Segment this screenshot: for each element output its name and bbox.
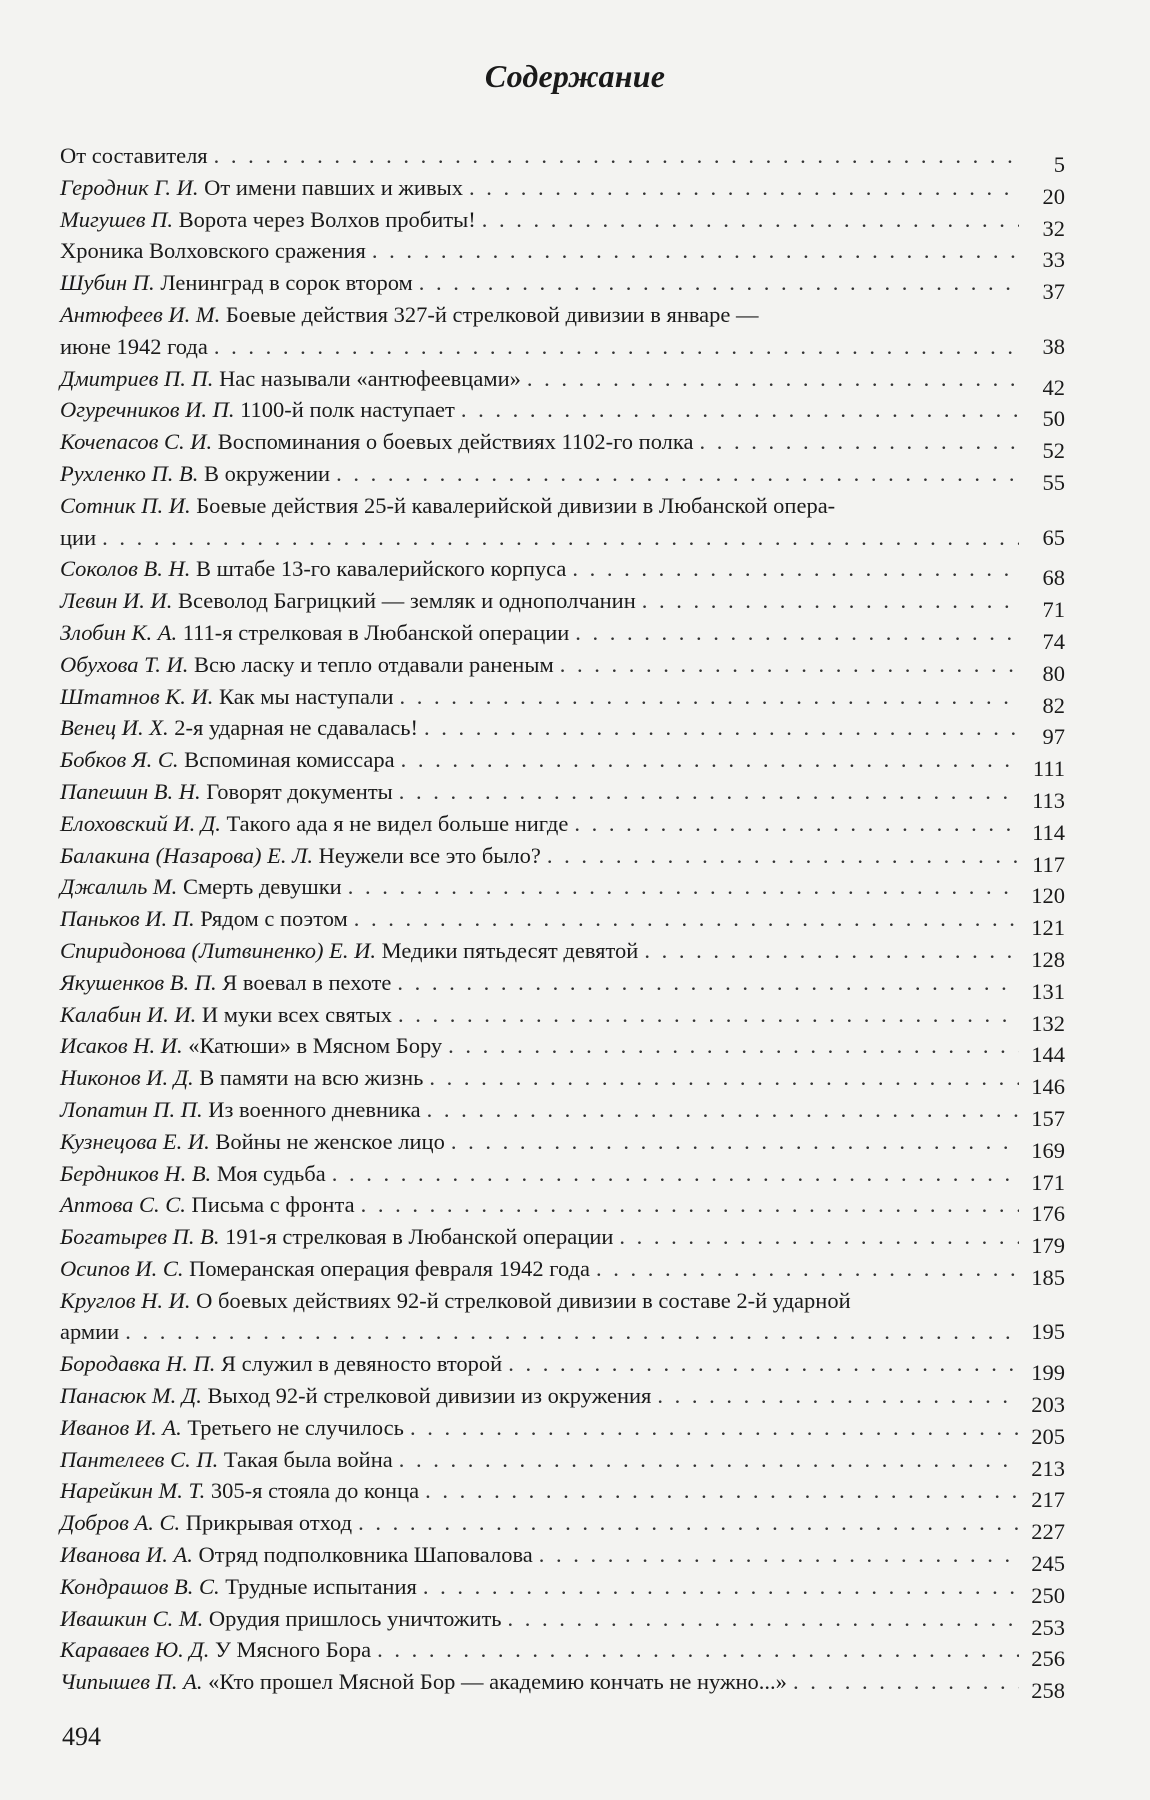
toc-entry-page: 111 (1032, 756, 1065, 782)
toc-entry-page: 97 (1042, 724, 1065, 750)
toc-entry (60, 1158, 1065, 1195)
toc-entry (60, 426, 1065, 464)
toc-entry (60, 299, 1065, 363)
toc-entry-page: 55 (1042, 469, 1065, 495)
toc-entry-author: Пантелеев С. П. (60, 1446, 219, 1472)
toc-entry-author: Никонов И. Д. (60, 1065, 194, 1091)
toc-entry-page: 256 (1031, 1646, 1065, 1672)
toc-entry (60, 458, 1065, 495)
toc-entry-page: 38 (1042, 333, 1065, 359)
toc-entry-title: От имени павших и живых (204, 174, 463, 200)
dot-leader (214, 331, 1019, 363)
dot-leader (424, 712, 1019, 744)
dot-leader (372, 235, 1019, 267)
toc-entry (60, 1062, 1065, 1100)
toc-entry-title: В окружении (203, 460, 331, 486)
toc-entry-title: Орудия пришлось уничтожить (208, 1605, 502, 1631)
toc-entry (60, 776, 1065, 813)
toc-entry-title: Отряд подполковника Шаповалова (198, 1542, 533, 1568)
toc-entry-title-cont: ции (60, 524, 97, 550)
toc-entry-author: Обухова Т. И. (60, 651, 189, 677)
toc-entry-author: Добров А. С. (60, 1510, 181, 1536)
toc-entry (60, 712, 1065, 750)
dot-leader (572, 553, 1019, 585)
toc-entry (60, 1539, 1065, 1577)
toc-entry-author: Иванова И. А. (60, 1542, 193, 1568)
toc-entry (60, 681, 1065, 718)
toc-entry (60, 649, 1065, 686)
toc-entry-author: Бобков Я. С. (60, 747, 179, 773)
toc-entry-author: Бердников Н. В. (60, 1160, 212, 1186)
toc-entry-page: 199 (1031, 1360, 1065, 1386)
dot-leader (425, 1475, 1019, 1507)
toc-entry-title: Трудные испытания (225, 1573, 417, 1599)
dot-leader (423, 1571, 1019, 1603)
toc-entry-author: Штатнов К. И. (60, 683, 214, 709)
toc-entry-page: 68 (1042, 565, 1065, 591)
dot-leader (508, 1603, 1019, 1635)
toc-entry-title: Такая была война (223, 1446, 393, 1472)
toc-entry-title: Боевые действия 327-й стрелковой дивизии в январе — (225, 301, 759, 327)
dot-leader (377, 1634, 1019, 1666)
dot-leader (575, 617, 1019, 649)
toc-entry (60, 172, 1065, 209)
toc-entry-author: Огуречников И. П. (60, 397, 235, 423)
dot-leader (399, 1444, 1019, 1476)
toc-entry (60, 1285, 1065, 1349)
toc-entry-title: Смерть девушки (182, 874, 342, 900)
toc-entry-page: 146 (1031, 1074, 1065, 1100)
dot-leader (419, 267, 1019, 299)
dot-leader (539, 1539, 1019, 1571)
dot-leader (699, 426, 1019, 458)
dot-leader (451, 1126, 1019, 1158)
toc-entry-page: 227 (1031, 1519, 1065, 1545)
toc-entry-author: Спиридонова (Литвиненко) Е. И. (60, 937, 376, 963)
toc-entry (60, 871, 1065, 909)
toc-entry-title: Ворота через Волхов пробиты! (178, 206, 476, 232)
dot-leader (793, 1666, 1019, 1698)
toc-entry-author: Панасюк М. Д. (60, 1383, 202, 1409)
toc-entry-title: 1100-й полк наступает (240, 397, 455, 423)
toc-entry-page: 120 (1031, 883, 1065, 909)
toc-entry-author: Караваев Ю. Д. (60, 1637, 210, 1663)
toc-entry (60, 1030, 1065, 1068)
toc-entry-page: 132 (1031, 1010, 1065, 1036)
dot-leader (125, 1316, 1019, 1348)
table-of-contents (60, 140, 1065, 1704)
toc-entry-author: Папешин В. Н. (60, 778, 201, 804)
toc-entry (60, 1666, 1065, 1704)
toc-entry-page: 131 (1031, 978, 1065, 1004)
toc-entry-page: 169 (1031, 1137, 1065, 1163)
toc-entry-page: 114 (1032, 819, 1065, 845)
toc-entry-page: 144 (1031, 1042, 1065, 1068)
toc-entry (60, 1094, 1065, 1131)
toc-entry-page: 203 (1031, 1392, 1065, 1418)
toc-entry-page: 82 (1042, 692, 1065, 718)
toc-entry (60, 840, 1065, 877)
toc-entry (60, 1603, 1065, 1640)
toc-entry-author: Шубин П. (60, 270, 155, 296)
toc-entry-title: В штабе 13-го кавалерийского корпуса (196, 556, 567, 582)
dot-leader (102, 522, 1019, 554)
toc-entry-author: Дмитриев П. П. (60, 365, 214, 391)
toc-entry-page: 117 (1032, 851, 1065, 877)
toc-entry (60, 1126, 1065, 1163)
toc-entry-author: Богатырев П. В. (60, 1224, 220, 1250)
toc-entry-page: 213 (1031, 1455, 1065, 1481)
toc-entry-title: Выход 92-й стрелковой дивизии из окружения (207, 1383, 652, 1409)
dot-leader (448, 1030, 1019, 1062)
toc-entry-title: В памяти на всю жизнь (199, 1065, 424, 1091)
dot-leader (482, 204, 1019, 236)
toc-entry-title: О боевых действиях 92-й стрелковой дивизии в составе 2-й ударной (196, 1287, 851, 1313)
toc-entry-page: 32 (1042, 215, 1065, 241)
toc-entry-author: Круглов Н. И. (60, 1287, 191, 1313)
toc-entry (60, 617, 1065, 654)
dot-leader (427, 1094, 1019, 1126)
toc-entry-author: Калабин И. И. (60, 1001, 197, 1027)
toc-entry-author: Якушенков В. П. (60, 969, 217, 995)
toc-entry (60, 1348, 1065, 1386)
toc-entry-title: Всеволод Багрицкий — земляк и однополчанин (178, 588, 636, 614)
toc-entry (60, 267, 1065, 305)
toc-entry-page: 71 (1042, 597, 1065, 623)
toc-entry (60, 553, 1065, 591)
toc-entry-author: Кочепасов С. И. (60, 429, 213, 455)
dot-leader (348, 871, 1019, 903)
toc-entry-page: 20 (1042, 183, 1065, 209)
toc-entry-page: 157 (1031, 1105, 1065, 1131)
toc-entry (60, 363, 1065, 400)
toc-entry-title: Такого ада я не видел больше нигде (226, 810, 569, 836)
toc-entry-author: Ивашкин С. М. (60, 1605, 204, 1631)
toc-entry-page: 33 (1042, 247, 1065, 273)
toc-entry (60, 744, 1065, 782)
toc-entry-page: 65 (1042, 524, 1065, 550)
toc-entry-title: 2-я ударная не сдавалась! (174, 715, 419, 741)
dot-leader (398, 999, 1019, 1031)
toc-entry-page: 258 (1031, 1678, 1065, 1704)
toc-entry (60, 394, 1065, 432)
dot-leader (657, 1380, 1019, 1412)
toc-entry-author: Кондрашов В. С. (60, 1573, 220, 1599)
toc-entry-page: 217 (1031, 1487, 1065, 1513)
toc-entry-title: Померанская операция февраля 1942 года (189, 1255, 590, 1281)
toc-entry-author: Венец И. Х. (60, 715, 169, 741)
toc-entry-author: Чипышев П. А. (60, 1669, 203, 1695)
toc-entry (60, 1189, 1065, 1227)
dot-leader (596, 1253, 1019, 1285)
toc-entry-author: Елоховский И. Д. (60, 810, 221, 836)
toc-entry-author: Паньков И. П. (60, 906, 195, 932)
dot-leader (399, 776, 1019, 808)
dot-leader (469, 172, 1019, 204)
toc-entry (60, 1634, 1065, 1672)
toc-entry-page: 179 (1031, 1233, 1065, 1259)
toc-entry-title: Я служил в девяносто второй (220, 1351, 503, 1377)
toc-entry-title: От составителя (60, 143, 208, 168)
toc-entry-title: «Кто прошел Мясной Бор — академию кончать не нужно...» (208, 1669, 787, 1695)
toc-entry-title: И муки всех святых (201, 1001, 393, 1027)
dot-leader (642, 585, 1019, 617)
toc-entry-author: Антюфеев И. М. (60, 301, 221, 327)
toc-entry-author: Злобин К. А. (60, 619, 178, 645)
toc-entry-author: Нарейкин М. Т. (60, 1478, 206, 1504)
dot-leader (527, 363, 1019, 395)
dot-leader (361, 1189, 1019, 1221)
dot-leader (358, 1507, 1019, 1539)
dot-leader (574, 808, 1019, 840)
toc-entry-title-cont: июне 1942 года (60, 333, 208, 359)
toc-entry-title: Ленинград в сорок втором (160, 270, 413, 296)
toc-entry-title: Третьего не случилось (187, 1414, 404, 1440)
toc-entry-page: 128 (1031, 946, 1065, 972)
toc-entry (60, 140, 1065, 177)
dot-leader (400, 681, 1019, 713)
toc-entry-title: Боевые действия 25-й кавалерийской дивизии в Любанской опера- (196, 492, 836, 518)
dot-leader (410, 1412, 1019, 1444)
toc-entry-author: Рухленко П. В. (60, 460, 199, 486)
toc-entry-title: Прикрывая отход (185, 1510, 353, 1536)
toc-entry-title: 191-я стрелковая в Любанской операции (225, 1224, 614, 1250)
toc-entry-title: Нас называли «антюфеевцами» (219, 365, 521, 391)
dot-leader (354, 903, 1019, 935)
toc-entry-title: Войны не женское лицо (215, 1128, 445, 1154)
toc-entry-title-cont: армии (60, 1319, 120, 1345)
dot-leader (332, 1158, 1019, 1190)
toc-entry-page: 50 (1042, 406, 1065, 432)
toc-entry-title: «Катюши» в Мясном Бору (188, 1033, 443, 1059)
dot-leader (429, 1062, 1019, 1094)
toc-entry (60, 204, 1065, 241)
toc-entry-author: Исаков Н. И. (60, 1033, 183, 1059)
toc-entry-author: Осипов И. С. (60, 1255, 184, 1281)
toc-entry-author: Джалиль М. (60, 874, 178, 900)
toc-entry-page: 113 (1032, 787, 1065, 813)
toc-entry-page: 195 (1031, 1319, 1065, 1345)
toc-entry-title: Как мы наступали (218, 683, 394, 709)
toc-entry (60, 1412, 1065, 1449)
toc-entry-title: Всю ласку и тепло отдавали раненым (193, 651, 554, 677)
toc-entry (60, 1253, 1065, 1290)
toc-entry-page: 171 (1031, 1169, 1065, 1195)
toc-entry-page: 52 (1042, 438, 1065, 464)
toc-entry-page: 245 (1031, 1551, 1065, 1577)
toc-entry-title: 305-я стояла до конца (210, 1478, 420, 1504)
toc-entry (60, 903, 1065, 941)
toc-entry (60, 1221, 1065, 1259)
toc-entry-page: 185 (1031, 1264, 1065, 1290)
toc-entry-title: У Мясного Бора (214, 1637, 372, 1663)
toc-entry-title: Неужели все это было? (318, 842, 541, 868)
toc-entry-page: 250 (1031, 1582, 1065, 1608)
toc-entry-author: Аптова С. С. (60, 1192, 186, 1218)
toc-entry-title: Медики пятьдесят девятой (381, 937, 639, 963)
toc-entry-page: 253 (1031, 1614, 1065, 1640)
toc-entry-page: 74 (1042, 628, 1065, 654)
toc-entry-author: Кузнецова Е. И. (60, 1128, 210, 1154)
toc-entry (60, 1571, 1065, 1608)
dot-leader (560, 649, 1019, 681)
toc-entry-title: Воспоминания о боевых действиях 1102-го полка (217, 429, 694, 455)
toc-entry-author: Левин И. И. (60, 588, 173, 614)
toc-entry-title: Говорят документы (206, 778, 393, 804)
toc-entry-page: 5 (1053, 152, 1065, 177)
page-number: 494 (62, 1722, 101, 1751)
toc-entry-title: Рядом с поэтом (200, 906, 348, 932)
toc-entry-title: Вспоминая комиссара (184, 747, 395, 773)
dot-leader (619, 1221, 1019, 1253)
dot-leader (508, 1348, 1019, 1380)
toc-entry-author: Соколов В. Н. (60, 556, 191, 582)
toc-entry (60, 967, 1065, 1004)
toc-entry (60, 1475, 1065, 1513)
toc-entry-author: Мигушев П. (60, 206, 173, 232)
toc-entry-page: 121 (1031, 915, 1065, 941)
toc-entry-author: Бородавка Н. П. (60, 1351, 216, 1377)
toc-entry-author: Иванов И. А. (60, 1414, 182, 1440)
dot-leader (401, 744, 1019, 776)
toc-entry-title: Хроника Волховского сражения (60, 238, 366, 264)
dot-leader (644, 935, 1019, 967)
toc-entry (60, 935, 1065, 972)
dot-leader (397, 967, 1019, 999)
toc-entry-author: Геродник Г. И. (60, 174, 199, 200)
toc-entry-page: 42 (1042, 374, 1065, 400)
toc-entry (60, 1507, 1065, 1545)
toc-entry (60, 585, 1065, 623)
toc-entry-author: Сотник П. И. (60, 492, 191, 518)
toc-entry-page: 176 (1031, 1201, 1065, 1227)
dot-leader (214, 140, 1019, 172)
toc-entry-page: 80 (1042, 660, 1065, 686)
toc-entry-page: 205 (1031, 1423, 1065, 1449)
toc-entry (60, 235, 1065, 273)
dot-leader (461, 394, 1019, 426)
toc-entry (60, 1380, 1065, 1418)
toc-entry (60, 1444, 1065, 1481)
toc-entry-title: Письма с фронта (191, 1192, 355, 1218)
dot-leader (336, 458, 1019, 490)
dot-leader (547, 840, 1019, 872)
page-title: Содержание (484, 58, 666, 94)
toc-entry-title: 111-я стрелковая в Любанской операции (182, 619, 570, 645)
toc-entry (60, 808, 1065, 845)
toc-entry (60, 490, 1065, 554)
toc-entry (60, 999, 1065, 1036)
toc-entry-title: Моя судьба (216, 1160, 326, 1186)
toc-entry-author: Балакина (Назарова) Е. Л. (60, 842, 314, 868)
toc-entry-title: Я воевал в пехоте (222, 969, 392, 995)
toc-entry-title: Из военного дневника (208, 1096, 421, 1122)
toc-entry-page: 37 (1042, 279, 1065, 305)
toc-entry-author: Лопатин П. П. (60, 1096, 203, 1122)
